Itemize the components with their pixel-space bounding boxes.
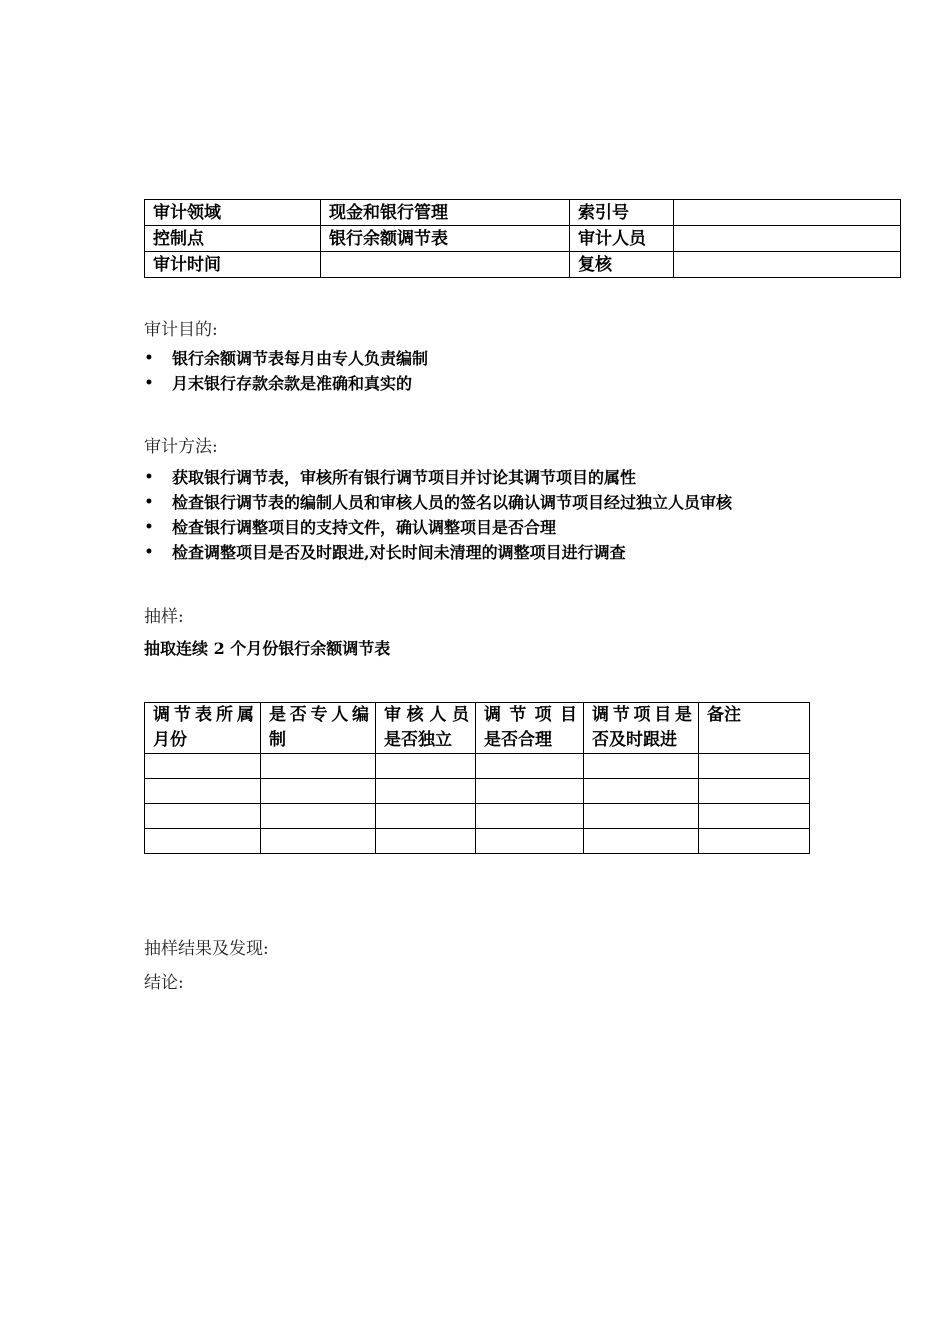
table-cell (376, 754, 476, 779)
bullet-icon: • (144, 350, 154, 366)
bullet-icon: • (144, 544, 154, 560)
table-cell (476, 829, 584, 854)
field-value-audit-area: 现金和银行管理 (321, 200, 570, 226)
objective-heading: 审计目的: (144, 320, 218, 340)
table-cell (376, 779, 476, 804)
table-cell (699, 754, 810, 779)
field-value-auditor (674, 226, 901, 252)
table-cell (476, 779, 584, 804)
table-cell (145, 779, 261, 804)
field-label-index-no: 索引号 (570, 200, 674, 226)
table-cell (699, 779, 810, 804)
header-line: 是否独立 (384, 730, 452, 750)
list-item (144, 540, 732, 565)
table-cell (476, 804, 584, 829)
bullet-icon: • (144, 494, 154, 510)
column-header-timely-followup (584, 703, 699, 754)
field-label-audit-area: 审计领域 (145, 200, 321, 226)
list-item (144, 515, 732, 540)
field-value-control-point: 银行余额调节表 (321, 226, 570, 252)
header-line: 否及时跟进 (592, 730, 677, 750)
column-header-dedicated-preparer (261, 703, 376, 754)
table-cell (584, 779, 699, 804)
list-item (144, 465, 732, 490)
table-row (145, 829, 810, 854)
table-cell (145, 804, 261, 829)
sampling-table (144, 702, 810, 854)
table-row (145, 804, 810, 829)
table-cell (699, 804, 810, 829)
column-header-items-reasonable (476, 703, 584, 754)
table-cell (376, 804, 476, 829)
field-label-auditor: 审计人员 (570, 226, 674, 252)
header-line: 调节表所属 (153, 705, 254, 725)
table-row (145, 226, 901, 252)
table-cell (584, 829, 699, 854)
field-value-review (674, 252, 901, 278)
header-line: 备注 (707, 705, 741, 725)
bullet-icon: • (144, 469, 154, 485)
table-cell (584, 804, 699, 829)
field-label-audit-time: 审计时间 (145, 252, 321, 278)
header-line: 制 (269, 730, 286, 750)
table-row (145, 252, 901, 278)
table-cell (699, 829, 810, 854)
table-row (145, 779, 810, 804)
table-cell (261, 829, 376, 854)
objective-list (144, 346, 428, 396)
field-label-review: 复核 (570, 252, 674, 278)
table-row (145, 754, 810, 779)
column-header-month (145, 703, 261, 754)
field-label-control-point: 控制点 (145, 226, 321, 252)
table-cell (261, 754, 376, 779)
field-value-index-no (674, 200, 901, 226)
list-item (144, 490, 732, 515)
header-line: 是否专人编 (269, 705, 369, 725)
results-heading: 抽样结果及发现: (144, 939, 269, 959)
conclusion-heading: 结论: (144, 973, 184, 993)
method-list (144, 465, 732, 565)
table-cell (584, 754, 699, 779)
audit-info-table (144, 199, 901, 278)
header-line: 调节项目是 (592, 705, 692, 725)
table-cell (261, 804, 376, 829)
table-row (145, 200, 901, 226)
header-line: 审核人员 (384, 705, 469, 725)
list-item (144, 371, 428, 396)
list-item-text: 银行余额调节表每月由专人负责编制 (172, 349, 429, 368)
field-value-audit-time (321, 252, 570, 278)
list-item-text: 检查银行调整项目的支持文件，确认调整项目是否合理 (172, 518, 557, 537)
column-header-remarks (699, 703, 810, 754)
sampling-heading: 抽样: (144, 607, 184, 627)
list-item-text: 获取银行调节表，审核所有银行调节项目并讨论其调节项目的属性 (172, 468, 637, 487)
column-header-independent-reviewer (376, 703, 476, 754)
table-cell (145, 754, 261, 779)
method-heading: 审计方法: (144, 437, 218, 457)
header-line: 调节项目 (484, 705, 577, 725)
header-line: 月份 (153, 730, 187, 750)
bullet-icon: • (144, 375, 154, 391)
list-item-text: 月末银行存款余款是准确和真实的 (172, 374, 413, 393)
table-cell (145, 829, 261, 854)
table-cell (376, 829, 476, 854)
table-header-row (145, 703, 810, 754)
list-item-text: 检查调整项目是否及时跟进,对长时间未清理的调整项目进行调查 (172, 543, 626, 562)
sampling-text: 抽取连续 2 个月份银行余额调节表 (144, 639, 391, 658)
table-cell (476, 754, 584, 779)
list-item (144, 346, 428, 371)
list-item-text: 检查银行调节表的编制人员和审核人员的签名以确认调节项目经过独立人员审核 (172, 493, 733, 512)
table-cell (261, 779, 376, 804)
header-line: 是否合理 (484, 730, 552, 750)
bullet-icon: • (144, 519, 154, 535)
